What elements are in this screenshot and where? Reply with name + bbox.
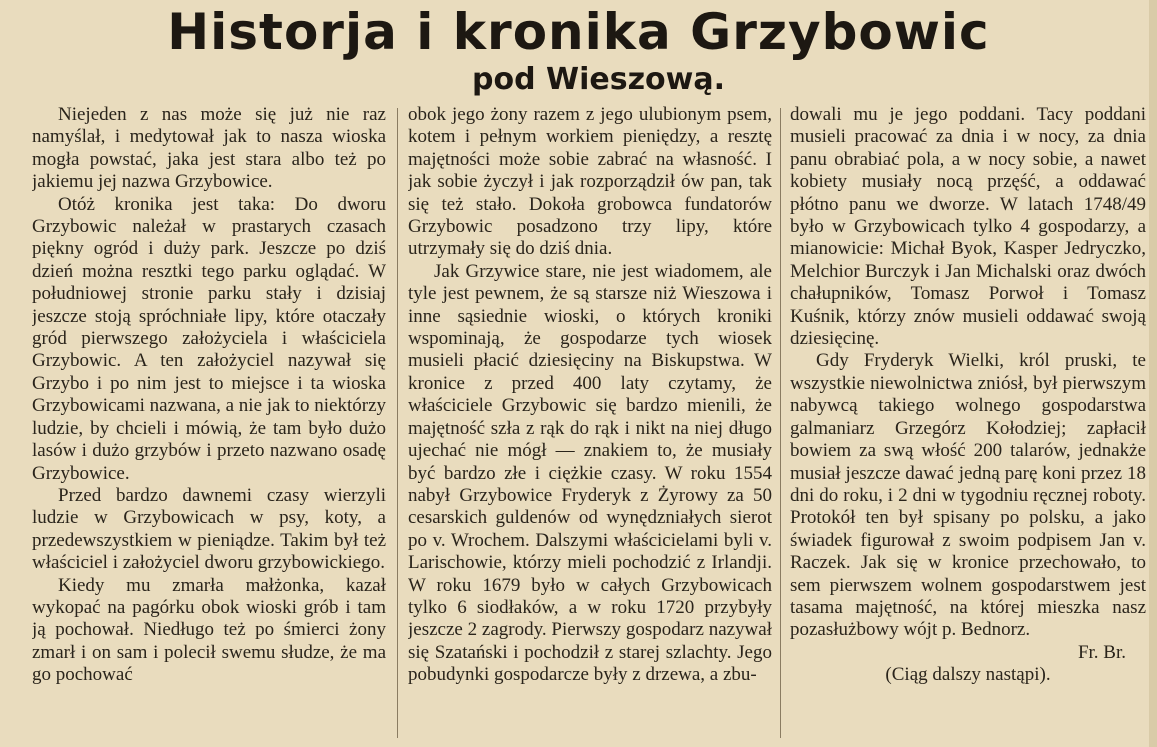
- column-divider: [397, 108, 398, 738]
- scan-edge: [1149, 0, 1157, 747]
- paragraph: dowali mu je jego poddani. Tacy poddani musieli pracować za dnia i w nocy, za dnia panu obrabiać pola, a w nocy sobie, a nawet kobiety musiały nocą przęść, a oddawać płótno panu we dworze. W latach 1748/49 było w Grzybowicach tylko 4 gospodarzy, a mianowicie: Michał Byok, Kasper Jedryczko, Melchior Burczyk i Jan Michalski oraz dwóch chałupników, Tomasz Porwoł i Tomasz Kuśnik, którzy znów musieli oddawać swoją dziesięcinę.: [790, 104, 1146, 350]
- paragraph: Otóż kronika jest taka: Do dworu Grzybowic należał w prastarych czasach piękny ogród i duży park. Jeszcze po dziś dzień można resztki tego parku oglądać. W południowej stronie parku stały i dzisiaj jeszcze stoją spróchniałe lipy, które otaczały gród pierwszego założyciela i właściciela Grzybowic. A ten założyciel nazywał się Grzybo i po nim jest to miejsce i ta wioska Grzybowicami nazwana, a nie jak to niektórzy ludzie, by chcieli i mówią, że tam było dużo lasów i dużo grzybów i przeto nazwano osadę Grzybowice.: [32, 193, 386, 484]
- paragraph: Gdy Fryderyk Wielki, król pruski, te wszystkie niewolnictwa zniósł, był pierwszym nabywcą takiego wolnego gospodarstwa galmaniarz Grzegórz Kołodziej; zapłacił bowiem za swą włość 200 talarów, jednakże musiał jeszcze dawać jedną parę koni przez 18 dni do roku, i 2 dni w tygodniu ręcznej roboty. Protokół ten był spisany po polsku, a jako świadek figurował z swoim podpisem Jan v. Raczek. Jak się w kronice przechowało, to sem pierwszem wolnem gospodarstwem jest tasama majętność, na której mieszka nasz pozasłużbowy wójt p. Bednorz.: [790, 350, 1146, 641]
- continuation-note: (Ciąg dalszy nastąpi).: [885, 664, 1051, 686]
- column-1: [32, 104, 386, 744]
- column-2: [408, 104, 772, 744]
- paragraph: Przed bardzo dawnemi czasy wierzyli ludzie w Grzybowicach w psy, koty, a przedewszystkiem w pieniądze. Takim był też właściciel i założyciel dworu grzybowickiego.: [32, 484, 386, 574]
- paragraph: Kiedy mu zmarła małżonka, kazał wykopać na pagórku obok wioski grób i tam ją pochował. Niedługo też po śmierci żony zmarł i on sam i polecił swemu słudze, że ma go pochować: [32, 574, 386, 686]
- article-title: Historja i kronika Grzybowic: [167, 3, 990, 61]
- column-divider: [780, 108, 781, 738]
- column-3: [790, 104, 1146, 744]
- author-signature: Fr. Br.: [1077, 641, 1126, 663]
- paragraph: obok jego żony razem z jego ulubionym psem, kotem i pełnym workiem pieniędzy, a resztę majętności może sobie zabrać na własność. I jak sobie życzył i jak rozporządził ów pan, tak się też stało. Dokoła grobowca fundatorów Grzybowic posadzono trzy lipy, które utrzymały się do dziś dnia.: [408, 104, 772, 260]
- paragraph: Jak Grzywice stare, nie jest wiadomem, ale tyle jest pewnem, że są starsze niż Wieszowa i inne sąsiednie wioski, o których kroniki wspominają, że gospodarze tych wiosek musieli płacić dziesięciny na Biskupstwa. W kronice z przed 400 laty czytamy, że właściciele Grzybowic się bardzo mienili, że majętność szła z rąk do rąk i nikt na niej długo ujechać nie mógł — znakiem to, że musiały być bardzo złe i ciężkie czasy. W roku 1554 nabył Grzybowice Fryderyk z Żyrowy za 50 cesarskich guldenów od wynędzniałych sierot po v. Wrochem. Dalszymi właścicielami byli v. Larischowie, którzy mieli pochodzić z Irlandji. W roku 1679 było w całych Grzybowicach tylko 6 siodłaków, a w roku 1720 przybyły jeszcze 2 zagrody. Pierwszy gospodarz nazywał się Szatański i pochodził z starej szlachty. Jego pobudynki gospodarcze były z drzewa, a zbu-: [408, 260, 772, 686]
- article-subtitle: pod Wieszową.: [471, 62, 725, 97]
- paragraph: Niejeden z nas może się już nie raz namyślał, i medytował jak to nasza wioska mogła powstać, jaka jest stara albo też po jakiemu jej nazwa Grzybowice.: [32, 104, 386, 193]
